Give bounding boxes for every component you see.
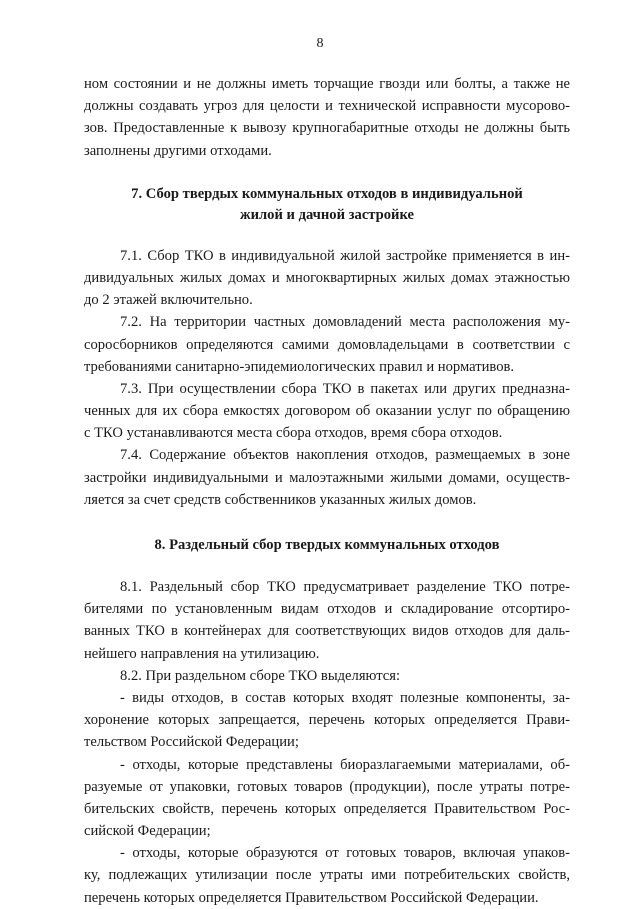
text-line: требованиями санитарно-эпидемиологических правил и нормативов.	[84, 358, 515, 375]
text-line: должны создавать угроз для целости и технической исправности мусорово-	[84, 98, 570, 115]
list-item	[84, 687, 570, 754]
intro-paragraph	[84, 73, 570, 162]
text-line: с ТКО устанавливаются места сбора отходов, время сбора отходов.	[84, 425, 503, 442]
text-line: 7.2. На территории частных домовладений места расположения му-	[120, 314, 570, 331]
text-line: дивидуальных жилых домах и многоквартирных жилых домах этажностью	[84, 269, 570, 286]
text-line: зов. Предоставленные к вывозу крупногабаритные отходы не должны быть	[84, 120, 570, 137]
text-line: перечень которых определяется Правительством Российской Федерации.	[84, 889, 539, 906]
heading-line: 7. Сбор твердых коммунальных отходов в индивидуальной	[131, 185, 523, 202]
page-number: 8	[316, 36, 324, 51]
text-line: ченных для их сбора емкостях договором об оказании услуг по обращению	[84, 403, 570, 420]
text-line: сийской Федерации;	[84, 823, 211, 840]
text-line: разуемые от упаковки, готовых товаров (продукции), после утраты потре-	[84, 778, 570, 795]
section-7-heading	[84, 184, 570, 226]
text-line: - отходы, которые образуются от готовых товаров, включая упаков-	[120, 845, 570, 862]
list-item	[84, 754, 570, 843]
text-line: бителями по установленным видам отходов и складирование отсортиро-	[84, 601, 570, 618]
text-line: 8.2. При раздельном сборе ТКО выделяются:	[120, 667, 401, 684]
paragraph-7-1	[84, 245, 570, 312]
text-line: нейшего направления на утилизацию.	[84, 645, 320, 662]
text-line: 7.1. Сбор ТКО в индивидуальной жилой застройке применяется в ин-	[120, 247, 570, 264]
text-line: ляется за счет средств собственников указанных жилых домов.	[84, 491, 477, 508]
heading-line: жилой и дачной застройке	[239, 206, 414, 223]
section-8-heading: 8. Раздельный сбор твердых коммунальных отходов	[154, 537, 500, 553]
text-line: 7.3. При осуществлении сбора ТКО в пакетах или других предназна-	[120, 380, 570, 397]
text-line: хоронение которых запрещается, перечень которых определяется Прави-	[84, 712, 570, 729]
text-line: бительских свойств, перечень которых определяется Правительством Рос-	[84, 800, 570, 817]
paragraph-7-3	[84, 378, 570, 445]
paragraph-7-2	[84, 311, 570, 378]
paragraph-7-4	[84, 444, 570, 511]
text-line: застройки индивидуальными и малоэтажными жилыми домами, осуществ-	[84, 469, 570, 486]
text-line: заполнены другими отходами.	[84, 142, 272, 159]
text-line: ку, подлежащих утилизации после утраты ими потребительских свойств,	[84, 867, 570, 884]
page-content	[84, 73, 570, 909]
text-line: ном состоянии и не должны иметь торчащие гвозди или болты, а также не	[84, 76, 570, 92]
list-item	[84, 842, 570, 909]
text-line: 8.1. Раздельный сбор ТКО предусматривает разделение ТКО потре-	[120, 579, 570, 595]
text-line: - отходы, которые представлены биоразлагаемыми материалами, об-	[120, 756, 570, 773]
text-line: соросборников определяются самими домовладельцами в соответствии с	[84, 336, 570, 353]
text-line: 7.4. Содержание объектов накопления отходов, размещаемых в зоне	[120, 447, 570, 464]
paragraph-8-2	[84, 665, 570, 687]
text-line: тельством Российской Федерации;	[84, 734, 299, 751]
text-line: до 2 этажей включительно.	[84, 292, 253, 309]
text-line: - виды отходов, в состав которых входят полезные компоненты, за-	[120, 689, 570, 706]
paragraph-8-1	[84, 576, 570, 665]
text-line: ванных ТКО в контейнерах для соответствующих видов отходов для даль-	[84, 623, 570, 640]
